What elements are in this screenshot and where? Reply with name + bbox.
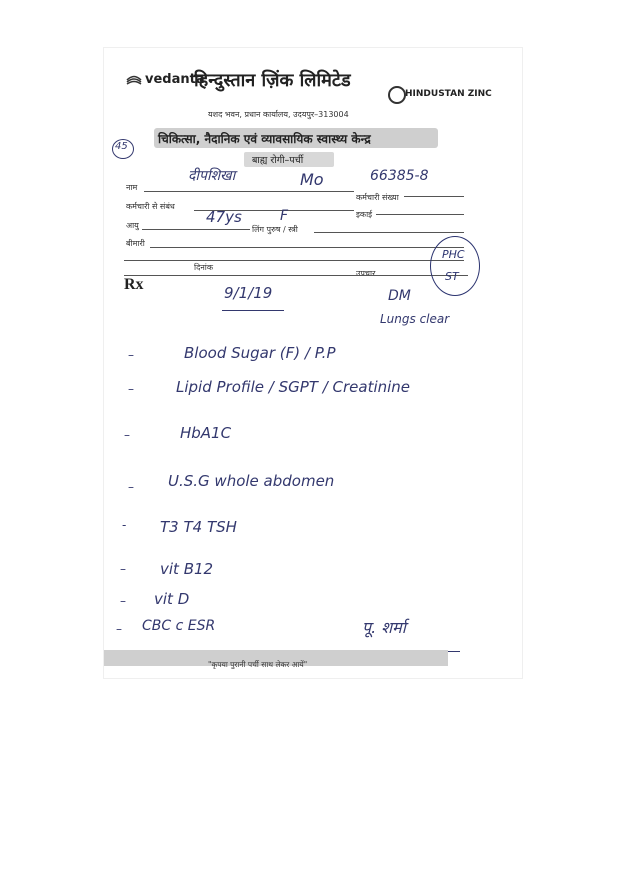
list-bullet: - bbox=[122, 518, 127, 532]
relation-value: Mo bbox=[300, 170, 324, 189]
age-line bbox=[142, 229, 250, 230]
treatment-label: उपचार bbox=[356, 269, 376, 278]
list-item: vit B12 bbox=[160, 560, 214, 578]
diagnosis-1: DM bbox=[388, 288, 411, 304]
unit-label: इकाई bbox=[356, 210, 373, 219]
list-bullet: – bbox=[120, 594, 126, 608]
list-bullet: – bbox=[128, 480, 134, 494]
seal-line-1: PHC bbox=[442, 248, 465, 261]
name-line bbox=[144, 191, 354, 192]
patient-age: 47ys bbox=[206, 208, 242, 226]
sex-label: लिंग पुरुष / स्त्री bbox=[252, 225, 298, 234]
list-bullet: – bbox=[128, 382, 134, 396]
date-label: दिनांक bbox=[194, 263, 213, 272]
list-bullet: – bbox=[116, 622, 122, 636]
patient-name: दीपशिखा bbox=[188, 168, 236, 184]
list-item: vit D bbox=[154, 590, 190, 608]
date-treatment-line bbox=[124, 275, 468, 276]
form-title: बाह्य रोगी–पर्ची bbox=[252, 155, 304, 166]
list-item: U.S.G whole abdomen bbox=[168, 472, 335, 490]
patient-sex: F bbox=[280, 208, 289, 224]
illness-line bbox=[150, 247, 464, 248]
company-name-hindi: हिन्दुस्तान ज़िंक लिमिटेड bbox=[194, 70, 351, 91]
hindustan-zinc-logo-icon bbox=[388, 86, 406, 104]
rx-symbol: Rx bbox=[124, 276, 144, 293]
relation-label: कर्मचारी से संबंध bbox=[126, 202, 175, 211]
unit-line bbox=[376, 214, 464, 215]
company-name-english: HINDUSTAN ZINC bbox=[405, 89, 492, 99]
date-underline bbox=[222, 310, 284, 311]
list-bullet: – bbox=[124, 428, 130, 442]
list-bullet: – bbox=[128, 348, 134, 362]
illness-label: बीमारी bbox=[126, 239, 145, 248]
list-item: Lipid Profile / SGPT / Creatinine bbox=[176, 378, 411, 396]
employee-number: 66385-8 bbox=[370, 168, 429, 184]
employee-no-label: कर्मचारी संख्या bbox=[356, 193, 399, 202]
name-label: नाम bbox=[126, 183, 138, 192]
sex-line bbox=[314, 232, 464, 233]
vedanta-logo bbox=[126, 72, 205, 87]
employee-no-line bbox=[404, 196, 464, 197]
list-item: CBC c ESR bbox=[142, 618, 216, 634]
age-label: आयु bbox=[126, 221, 139, 230]
company-address: यशद भवन, प्रधान कार्यालय, उदयपुर–313004 bbox=[208, 110, 349, 119]
circled-mark-text: 45 bbox=[115, 141, 128, 152]
list-item: HbA1C bbox=[180, 424, 232, 442]
footer-note: "कृपया पुरानी पर्ची साथ लेकर आयें" bbox=[208, 660, 308, 669]
brand-name: vedanta bbox=[145, 72, 205, 87]
visit-date: 9/1/19 bbox=[224, 284, 273, 302]
list-bullet: – bbox=[120, 562, 126, 576]
list-item: Blood Sugar (F) / P.P bbox=[184, 344, 336, 362]
vedanta-swirl-icon bbox=[126, 73, 142, 87]
doctor-signature: पू. शर्मा bbox=[362, 618, 406, 637]
illness-line-2 bbox=[124, 260, 464, 261]
seal-line-2: ST bbox=[445, 270, 459, 283]
prescription-slip bbox=[104, 48, 522, 678]
center-title: चिकित्सा, नैदानिक एवं व्यावसायिक स्वास्थ्य केन्द्र bbox=[158, 132, 371, 146]
list-item: T3 T4 TSH bbox=[160, 518, 237, 536]
clinic-seal-stamp bbox=[430, 236, 480, 296]
diagnosis-2: Lungs clear bbox=[380, 312, 450, 326]
